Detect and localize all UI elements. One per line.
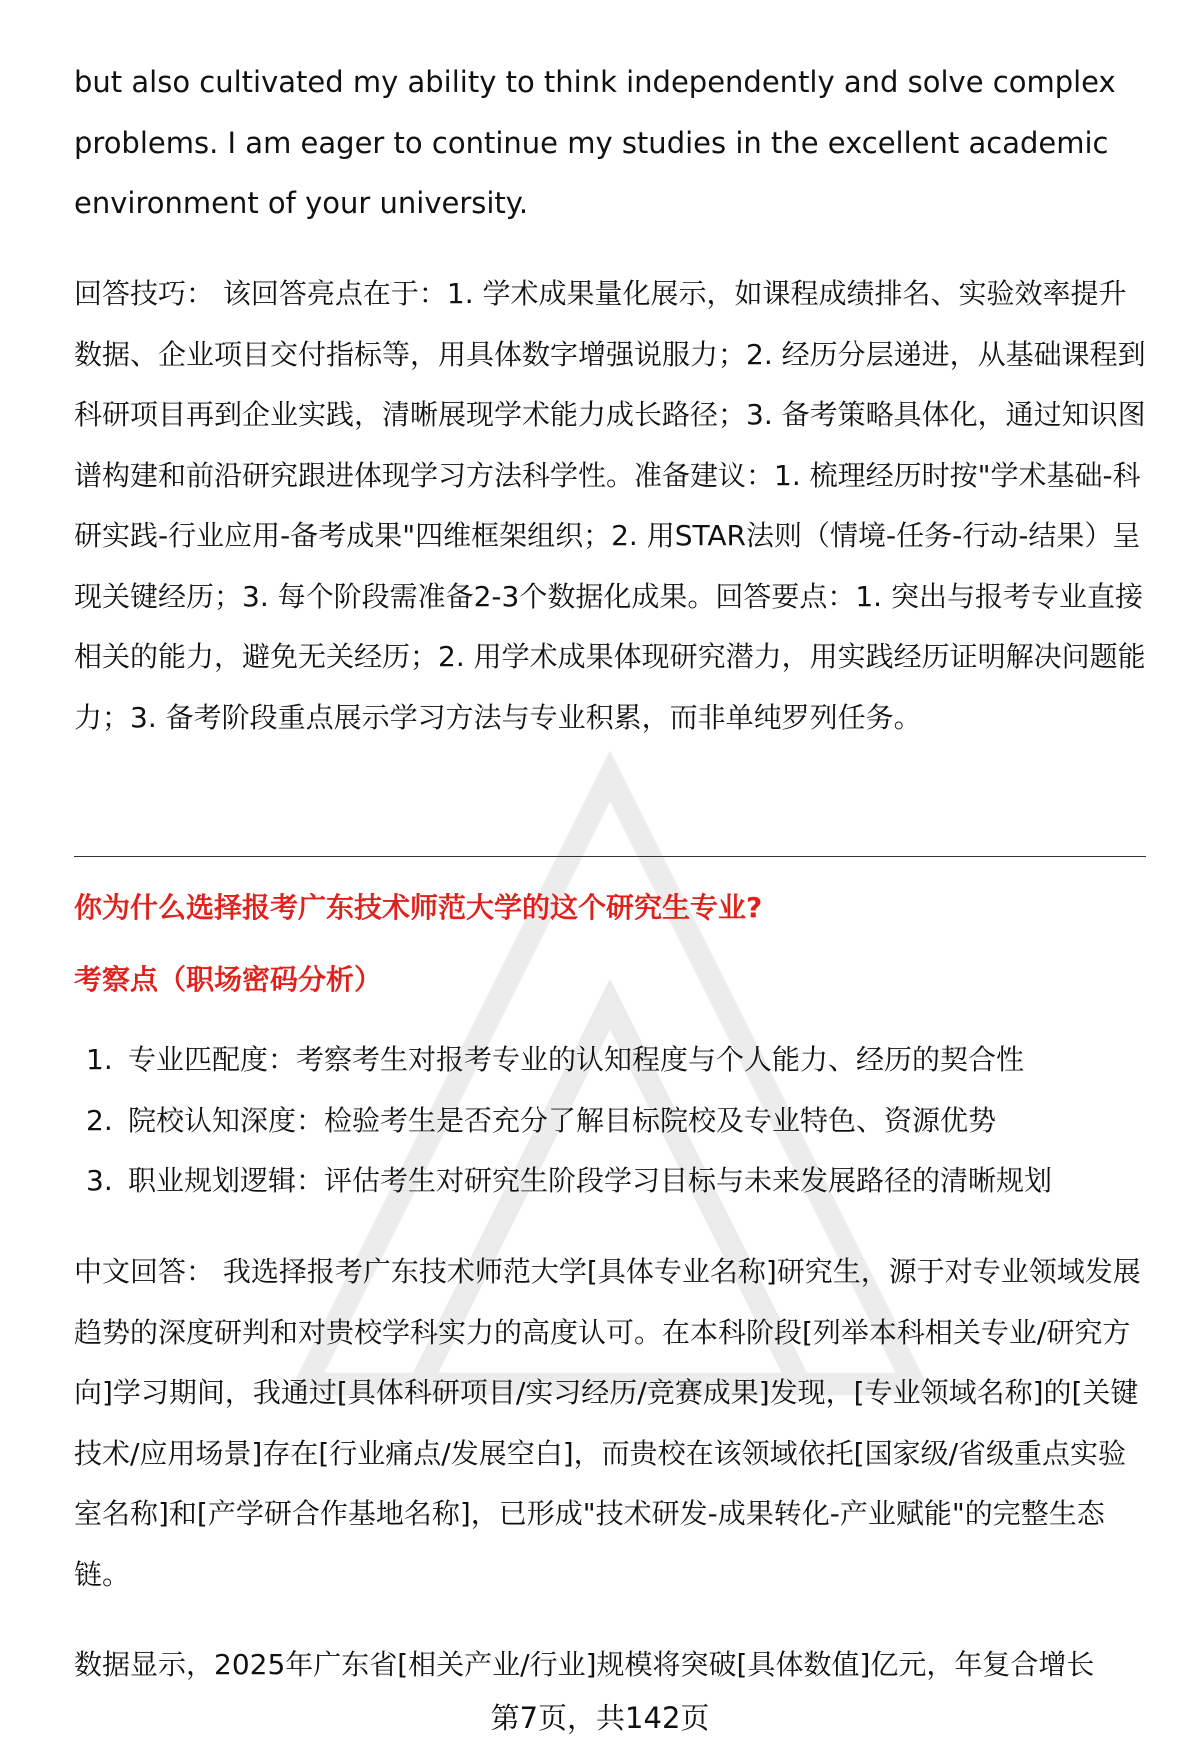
list-text: 院校认知深度：检验考生是否充分了解目标院校及专业特色、资源优势	[128, 1103, 997, 1137]
page-number: 第7页，共142页	[490, 1701, 710, 1735]
list-item	[74, 1030, 1152, 1091]
assessment-list	[74, 1030, 1152, 1212]
list-item	[74, 1091, 1152, 1152]
list-text: 职业规划逻辑：评估考生对研究生阶段学习目标与未来发展路径的清晰规划	[128, 1164, 1053, 1197]
section-divider	[74, 856, 1146, 857]
list-text: 专业匹配度：考察考生对报考专业的认知程度与个人能力、经历的契合性	[128, 1043, 1025, 1076]
list-number: 1.	[86, 1043, 113, 1076]
intro-continued-paragraph: but also cultivated my ability to think independently and solve complex problems. I am eager to continue my studies in the excellent academic environment of your university.	[74, 65, 1116, 220]
list-number: 2.	[86, 1103, 113, 1137]
assessment-heading: 考察点（职场密码分析）	[74, 963, 383, 996]
chinese-answer-paragraph: 中文回答： 我选择报考广东技术师范大学[具体专业名称]研究生，源于对专业领域发展趋势的深度研判和对贵校学科实力的高度认可。在本科阶段[列举本科相关专业/研究方向]学习期间，我通过[具体科研项目/实习经历/竞赛成果]发现，[专业领域名称]的[关键技术/应用场景]存在[行业痛点/发展空白]，而贵校在该领域依托[国家级/省级重点实验室名称]和[产学研合作基地名称]，已形成"技术研发-成果转化-产业赋能"的完整生态链。	[74, 1255, 1141, 1591]
list-item	[74, 1151, 1152, 1212]
data-paragraph: 数据显示，2025年广东省[相关产业/行业]规模将突破[具体数值]亿元，年复合增长	[74, 1648, 1095, 1681]
answer-tips-paragraph: 回答技巧： 该回答亮点在于：1. 学术成果量化展示，如课程成绩排名、实验效率提升数据、企业项目交付指标等，用具体数字增强说服力；2. 经历分层递进，从基础课程到科研项目再到企业实践，清晰展现学术能力成长路径；3. 备考策略具体化，通过知识图谱构建和前沿研究跟进体现学习方法科学性。准备建议：1. 梳理经历时按"学术基础-科研实践-行业应用-备考成果"四维框架组织；2. 用STAR法则（情境-任务-行动-结果）呈现关键经历；3. 每个阶段需准备2-3个数据化成果。回答要点：1. 突出与报考专业直接相关的能力，避免无关经历；2. 用学术成果体现研究潜力，用实践经历证明解决问题能力；3. 备考阶段重点展示学习方法与专业积累，而非单纯罗列任务。	[74, 277, 1146, 734]
question-heading: 你为什么选择报考广东技术师范大学的这个研究生专业?	[74, 891, 763, 924]
list-number: 3.	[86, 1164, 113, 1197]
